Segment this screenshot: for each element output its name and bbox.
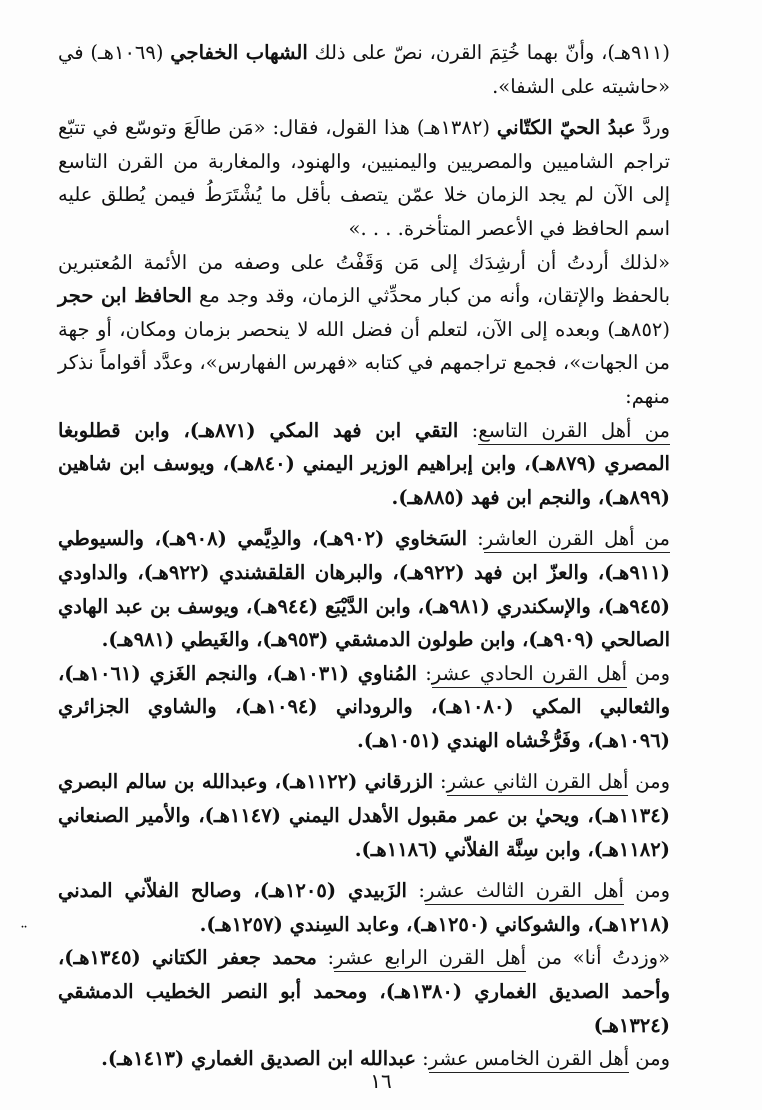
century-label: من أهل القرن التاسع — [478, 419, 670, 445]
text: (١٠٦٩هـ) في «حاشيته على الشفا». — [58, 41, 670, 98]
bold-name: الشهاب الخفاجي — [170, 41, 308, 64]
prefix: ومن — [623, 879, 670, 903]
century-label: من أهل القرن العاشر — [484, 527, 670, 553]
century-label: أهل القرن الخامس عشر — [429, 1047, 629, 1073]
colon: : — [433, 770, 447, 794]
scholars-list: الزرقاني (١١٢٢هـ)، وعبدالله بن سالم البصري (١١٣٤هـ)، ويحيٰ بن عمر مقبول الأهدل اليمني (١١٤٧هـ)، والأمير الصنعاني (١١٨٢هـ)، وابن سِنَّة الفلاّني (١١٨٦هـ). — [58, 770, 670, 861]
text: (٨٥٢هـ) وبعده إلى الآن، لتعلم أن فضل الله لا ينحصر بزمان ومكان، أو جهة من الجهات»، فجمع تراجمهم في كتابه «فهرس الفهارس»، وعدَّد أقواماً نذكر منهم: — [58, 317, 670, 408]
text: «لذلك أردتُ أن أرشِدَك إلى مَن وَقَفْتُ على وصفه من الأئمة المُعتبرين بالحفظ والإتقان، وأنه من كبار محدِّثي الزمان، وقد وجد مع — [58, 250, 670, 308]
text: (٩١١هـ)، وأنّ بهما خُتِمَ القرن، نصّ على ذلك — [307, 41, 670, 64]
century-label: أهل القرن الثالث عشر — [425, 879, 624, 905]
century-10 — [58, 522, 670, 656]
century-14 — [58, 941, 670, 1042]
prefix: ومن — [627, 661, 671, 685]
text: وردَّ — [635, 116, 670, 140]
colon: : — [467, 527, 484, 551]
colon: : — [415, 1047, 429, 1071]
century-12 — [58, 765, 670, 866]
prefix: ومن — [629, 1047, 670, 1071]
prefix: ومن — [628, 770, 670, 794]
century-9 — [58, 414, 670, 515]
century-label: أهل القرن الثاني عشر — [447, 770, 629, 796]
scholars-list: عبدالله ابن الصديق الغماري (١٤١٣هـ). — [101, 1047, 416, 1071]
century-11 — [58, 657, 670, 758]
page-body — [58, 36, 670, 1076]
bold-name: الحافظ ابن حجر — [58, 284, 192, 308]
quote-text: (١٣٨٢هـ) هذا القول، فقال: «مَن طالَعَ وتوسّع في تتبّع تراجم الشاميين والمصريين واليمنيين، والهنود، والمغاربة من القرن التاسع إلى الآن لم يجد الزمان خلا عمّن يتصف بأقل ما يُشْتَرَطُ فيمن يُطلق عليه اسم الحافظ في الأعصر المتأخرة. . . .» — [58, 116, 670, 240]
scholars-list: السَخاوي (٩٠٢هـ)، والدِيَّمي (٩٠٨هـ)، والسيوطي (٩١١هـ)، والعزّ ابن فهد (٩٢٢هـ)، والبرهان القلقشندي (٩٢٢هـ)، والداودي (٩٤٥هـ)، والإسكندري (٩٨١هـ)، وابن الدَّيْبَع (٩٤٤هـ)، ويوسف بن عبد الهادي الصالحي (٩٠٩هـ)، وابن طولون الدمشقي (٩٥٣هـ)، والغَيطي (٩٨١هـ). — [58, 527, 670, 652]
colon: : — [406, 879, 425, 903]
scholars-list: الزَبيدي (١٢٠٥هـ)، وصالح الفلاّني المدني (١٢١٨هـ)، والشوكاني (١٢٥٠هـ)، وعابد السِندي (١٢٥٧هـ). — [58, 879, 670, 936]
scholars-list: التقي ابن فهد المكي (٨٧١هـ)، وابن قطلوبغا المصري (٨٧٩هـ)، وابن إبراهيم الوزير اليمني (٨٤٠هـ)، ويوسف ابن شاهين (٨٩٩هـ)، والنجم ابن فهد (٨٨٥هـ). — [58, 418, 670, 509]
bold-name: عبدُ الحيّ الكتّاني — [496, 116, 636, 140]
scholars-list: المُناوي (١٠٣١هـ)، والنجم الغَزي (١٠٦١هـ)، والثعالبي المكي (١٠٨٠هـ)، والروداني (١٠٩٤هـ)، والشاوي الجزائري (١٠٩٦هـ)، وفَرُّخْشاه الهندي (١٠٥١هـ). — [58, 661, 670, 752]
prefix: «وزدتُ أنا» من — [526, 946, 671, 970]
colon: : — [316, 946, 335, 970]
paragraph-kattani — [58, 111, 670, 245]
paragraph-khafaji — [58, 36, 670, 103]
paragraph-quote — [58, 246, 670, 414]
colon: : — [458, 418, 479, 442]
scholars-list: محمد جعفر الكتاني (١٣٤٥هـ)، وأحمد الصديق الغماري (١٣٨٠هـ)، ومحمد أبو النصر الخطيب الدمشقي (١٣٢٤هـ) — [58, 946, 670, 1037]
colon: : — [416, 661, 432, 685]
margin-mark: ¨ — [20, 923, 28, 942]
century-label: أهل القرن الحادي عشر — [432, 662, 627, 688]
century-label: أهل القرن الرابع عشر — [334, 946, 526, 972]
century-13 — [58, 874, 670, 941]
page-number: ١٦ — [370, 1069, 392, 1093]
